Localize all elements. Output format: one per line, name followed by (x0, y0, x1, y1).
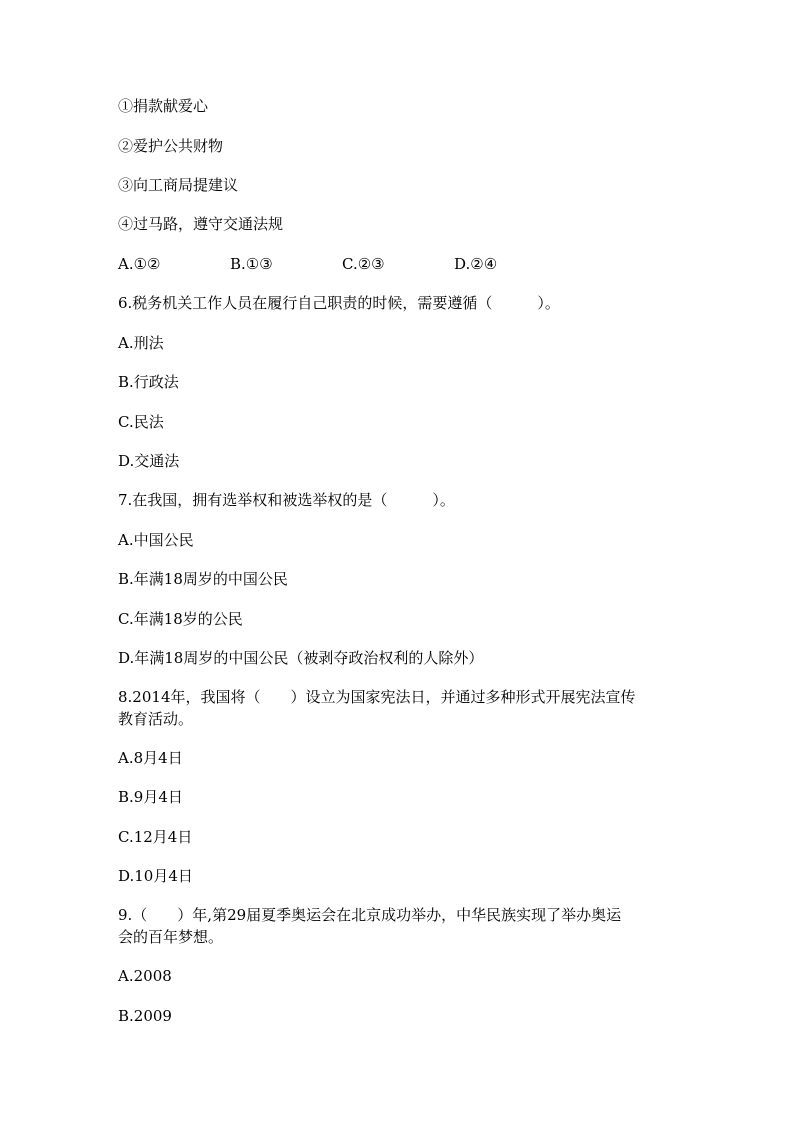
q5-option-c: C.②③ (342, 255, 385, 273)
q6-option-d: D.交通法 (118, 452, 180, 470)
q6-option-b: B.行政法 (118, 373, 179, 391)
q9-option-a: A.2008 (118, 967, 172, 985)
q8-option-a: A.8月4日 (118, 749, 183, 767)
q7-option-c: C.年满18岁的公民 (118, 610, 243, 628)
q5-item-3: ③向工商局提建议 (118, 176, 239, 194)
q8-option-d: D.10月4日 (118, 867, 193, 885)
q8-stem-line-1: 8.2014年，我国将（ ）设立为国家宪法日，并通过多种形式开展宪法宣传 (118, 688, 636, 706)
q7-stem: 7.在我国，拥有选举权和被选举权的是（ ）。 (118, 491, 455, 509)
q6-stem: 6.税务机关工作人员在履行自己职责的时候，需要遵循（ ）。 (118, 294, 560, 312)
q8-option-b: B.9月4日 (118, 788, 183, 806)
q7-option-a: A.中国公民 (118, 531, 194, 549)
q5-item-1: ①捐款献爱心 (118, 97, 209, 115)
q6-option-c: C.民法 (118, 413, 164, 431)
q9-option-b: B.2009 (118, 1007, 172, 1025)
q5-item-4: ④过马路，遵守交通法规 (118, 215, 284, 233)
q8-option-c: C.12月4日 (118, 828, 193, 846)
q9-stem-line-2: 会的百年梦想。 (118, 928, 224, 946)
q5-option-b: B.①③ (230, 255, 273, 273)
q9-stem-line-1: 9.（ ）年,第29届夏季奥运会在北京成功举办，中华民族实现了举办奥运 (118, 906, 622, 924)
q7-option-d: D.年满18周岁的中国公民（被剥夺政治权利的人除外） (118, 649, 484, 667)
q5-item-2: ②爱护公共财物 (118, 137, 224, 155)
q8-stem-line-2: 教育活动。 (118, 710, 194, 728)
q7-option-b: B.年满18周岁的中国公民 (118, 570, 288, 588)
q6-option-a: A.刑法 (118, 334, 164, 352)
q5-option-a: A.①② (118, 255, 161, 273)
q5-options (118, 253, 566, 275)
q5-option-d: D.②④ (454, 255, 498, 273)
